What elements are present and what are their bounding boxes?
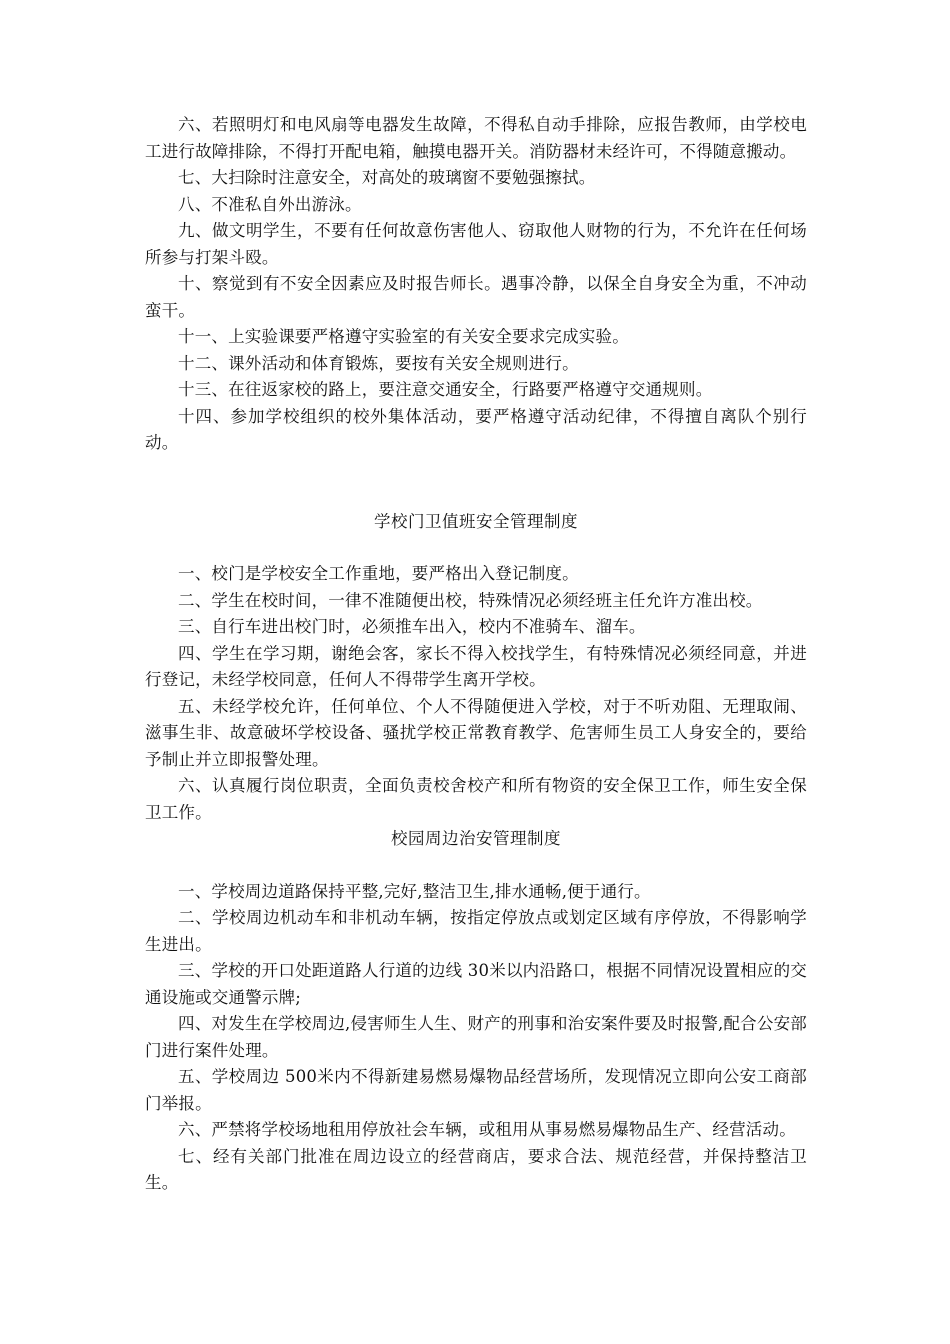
rule-item: 四、学生在学习期，谢绝会客，家长不得入校找学生，有特殊情况必须经同意，并进行登记，未经学校同意，任何人不得带学生离开学校。	[145, 643, 807, 689]
section-spacer	[145, 457, 807, 509]
rule-item: 四、对发生在学校周边,侵害师生人生、财产的刑事和治安案件要及时报警,配合公安部门进行案件处理。	[145, 1014, 807, 1060]
section-title: 校园周边治安管理制度	[391, 829, 561, 848]
rule-item: 十三、在往返家校的路上，要注意交通安全，行路要严格遵守交通规则。	[178, 380, 713, 399]
rule-item: 十二、课外活动和体育锻炼，要按有关安全规则进行。	[178, 353, 579, 373]
rule-item: 一、校门是学校安全工作重地，要严格出入登记制度。	[178, 564, 579, 583]
rule-item: 九、做文明学生，不要有任何故意伤害他人、窃取他人财物的行为，不允许在任何场所参与打架斗殴。	[145, 221, 807, 267]
rule-item: 十、察觉到有不安全因素应及时报告师长。遇事冷静，以保全自身安全为重，不冲动蛮干。	[145, 274, 807, 320]
rule-item: 六、若照明灯和电风扇等电器发生故障，不得私自动手排除，应报告教师，由学校电工进行故障排除，不得打开配电箱，触摸电器开关。消防器材未经许可，不得随意搬动。	[145, 115, 807, 161]
rule-item: 六、认真履行岗位职责，全面负责校舍校产和所有物资的安全保卫工作，师生安全保卫工作。	[145, 776, 807, 822]
rule-item: 八、不准私自外出游泳。	[178, 194, 362, 214]
rule-item: 六、严禁将学校场地租用停放社会车辆，或租用从事易燃易爆物品生产、经营活动。	[178, 1120, 796, 1139]
rule-item: 三、学校的开口处距道路人行道的边线 30米以内沿路口，根据不同情况设置相应的交通设施或交通警示牌;	[145, 961, 807, 1007]
rule-item: 二、学校周边机动车和非机动车辆，按指定停放点或划定区域有序停放，不得影响学生进出。	[145, 908, 807, 954]
title-spacer	[145, 853, 807, 879]
rule-item: 一、学校周边道路保持平整,完好,整洁卫生,排水通畅,便于通行。	[178, 881, 651, 901]
rule-item: 十一、上实验课要严格遵守实验室的有关安全要求完成实验。	[178, 327, 629, 346]
rule-item: 五、未经学校允许，任何单位、个人不得随便进入学校，对于不听劝阻、无理取闹、滋事生非、故意破坏学校设备、骚扰学校正常教育教学、危害师生员工人身安全的，要给予制止并立即报警处理。	[145, 696, 807, 769]
section-campus-surroundings-rules	[145, 826, 807, 1197]
rule-item: 七、经有关部门批准在周边设立的经营商店，要求合法、规范经营，并保持整洁卫生。	[145, 1146, 807, 1192]
rule-item: 五、学校周边 500米内不得新建易燃易爆物品经营场所，发现情况立即向公安工商部门举报。	[145, 1067, 807, 1113]
section-gate-duty-rules	[145, 509, 807, 827]
rule-item: 二、学生在校时间，一律不准随便出校，特殊情况必须经班主任允许方准出校。	[178, 590, 763, 610]
document-page	[145, 112, 807, 1197]
rule-item: 三、自行车进出校门时，必须推车出入，校内不准骑车、溜车。	[178, 617, 646, 636]
section-student-safety-rules	[145, 112, 807, 457]
title-spacer	[145, 535, 807, 561]
section-title: 学校门卫值班安全管理制度	[374, 511, 578, 531]
rule-item: 十四、参加学校组织的校外集体活动，要严格遵守活动纪律，不得擅自离队个别行动。	[145, 406, 807, 452]
rule-item: 七、大扫除时注意安全，对高处的玻璃窗不要勉强擦拭。	[178, 168, 596, 187]
